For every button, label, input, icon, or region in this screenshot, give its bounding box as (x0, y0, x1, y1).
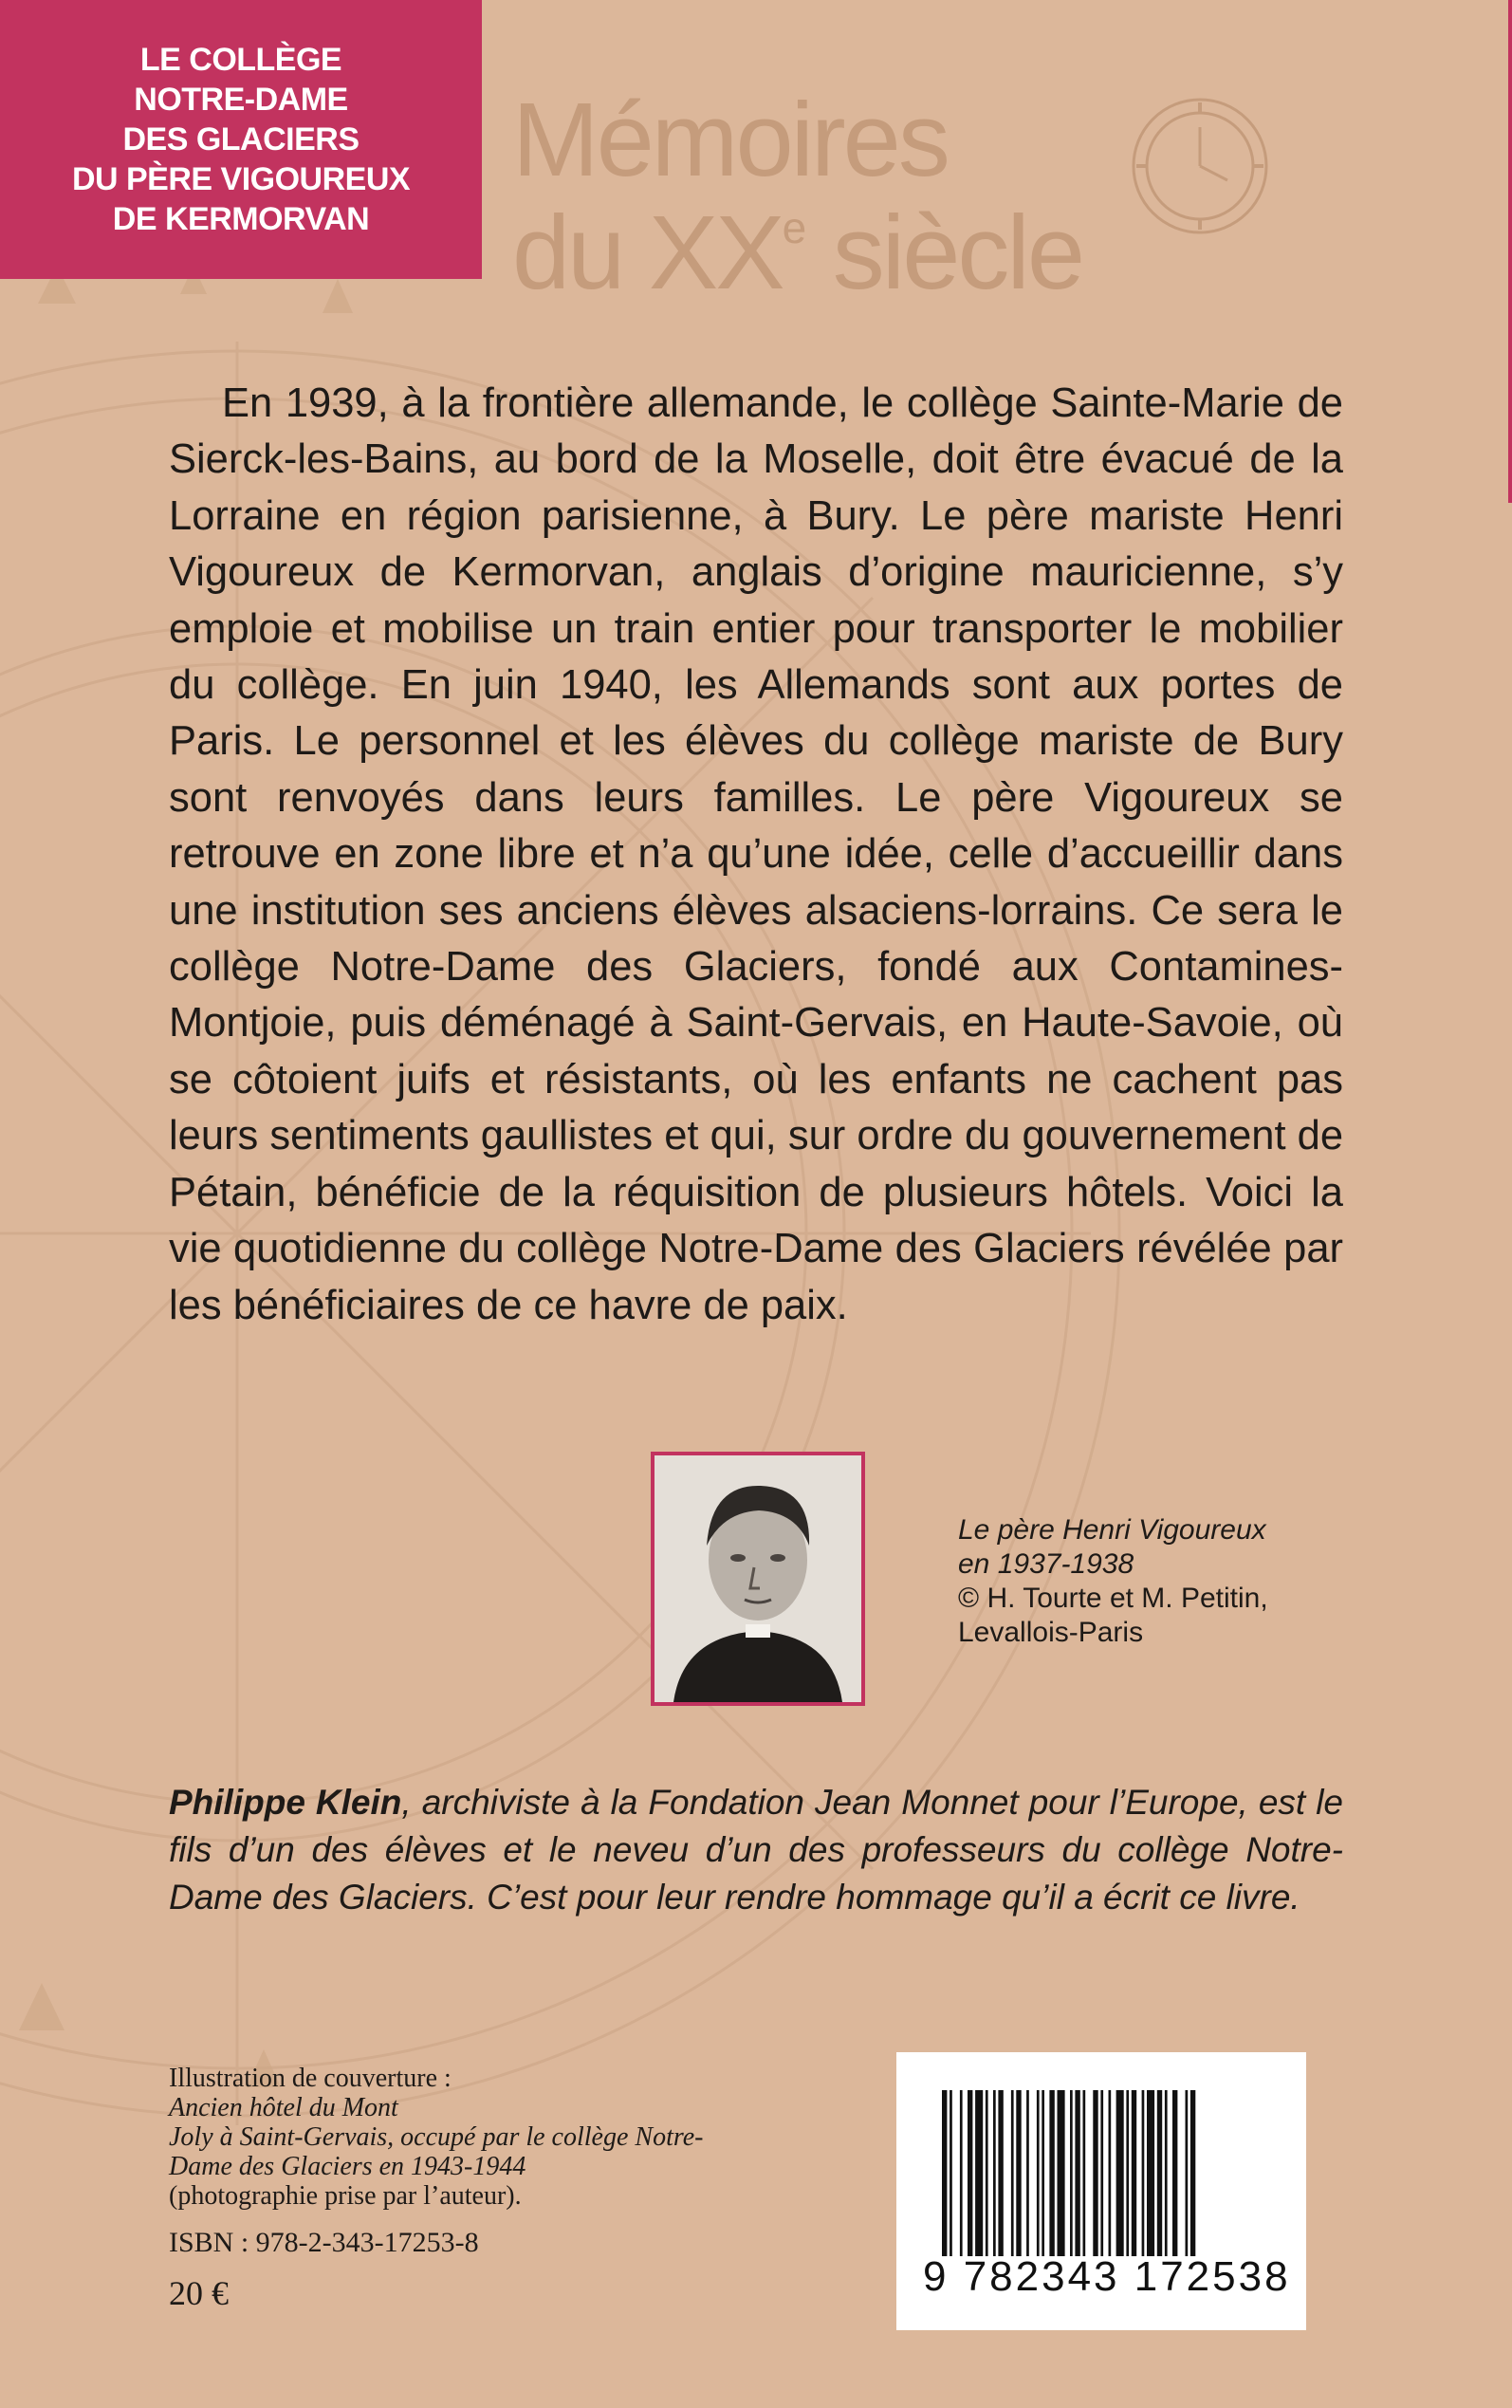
author-portrait-photo (651, 1452, 865, 1706)
credit-line-3: Dame des Glaciers en 1943-1944 (169, 2152, 526, 2181)
title-line: DU PÈRE VIGOUREUX (71, 161, 411, 197)
caption-line: Levallois-Paris (958, 1617, 1144, 1648)
caption-line: Le père Henri Vigoureux (958, 1514, 1266, 1546)
credit-line-4: (photographie prise par l’auteur). (169, 2181, 522, 2211)
book-title-box (0, 0, 482, 279)
barcode-digits: 9 782343 172538 (923, 2253, 1291, 2300)
summary-text: En 1939, à la frontière allemande, le collège Sainte-Marie de Sierck-les-Bains, au bord de la Moselle, doit être évacué de la Lorraine en région parisienne, à Bury. Le père mariste Henri Vigoureux de Kermorvan, anglais d’origine mauricienne, s’y emploie et mobilise un train entier pour transporter le mobilier du collège. En juin 1940, les Allemands sont aux portes de Paris. Le personnel et les élèves du collège mariste de Bury sont renvoyés dans leurs familles. Le père Vigoureux se retrouve en zone libre et n’a qu’une idée, celle d’accueillir dans une institution ses anciens élèves alsaciens-lorrains. Ce sera le collège Notre-Dame des Glaciers, fondé aux Contamines-Montjoie, puis déménagé à Saint-Gervais, en Haute-Savoie, où se côtoient juifs et résistants, où les enfants ne cachent pas leurs sentiments gaullistes et qui, sur ordre du gouvernement de Pétain, bénéficie de la réquisition de plusieurs hôtels. Voici la vie quotidienne du collège Notre-Dame des Glaciers révélée par les bénéficiaires de ce havre de paix. (169, 380, 1344, 1328)
title-line: DE KERMORVAN (112, 201, 370, 237)
author-bio (169, 1779, 1343, 1921)
book-summary (169, 376, 1343, 1334)
series-title (512, 82, 1083, 311)
cover-credit (169, 2064, 814, 2211)
isbn: ISBN : 978-2-343-17253-8 (169, 2227, 479, 2258)
price: 20 € (169, 2274, 229, 2312)
series-line-2: du XXe siècle (512, 194, 1083, 311)
photo-caption (958, 1513, 1268, 1650)
author-name: Philippe Klein (169, 1783, 402, 1822)
portrait-illustration (655, 1455, 861, 1702)
caption-line: © H. Tourte et M. Petitin, (958, 1583, 1268, 1614)
credit-line-1: Illustration de couverture : Ancien hôtel du Mont (169, 2064, 452, 2122)
series-line-1: Mémoires (512, 82, 948, 198)
clock-icon (1129, 95, 1271, 237)
credit-line-2: Joly à Saint-Gervais, occupé par le collège Notre- (169, 2122, 704, 2152)
title-line: LE COLLÈGE (139, 42, 342, 78)
spine-accent-line (1508, 0, 1512, 503)
author-bio-text: , archiviste à la Fondation Jean Monnet pour l’Europe, est le fils d’un des élèves et le neveu d’un des professeurs du collège Notre-Dame des Glaciers. C’est pour leur rendre hommage qu’il a écrit ce livre. (169, 1783, 1343, 1917)
title-line: DES GLACIERS (122, 121, 360, 157)
barcode-bars (942, 2090, 1264, 2256)
barcode (896, 2052, 1306, 2330)
title-line: NOTRE-DAME (134, 82, 348, 118)
caption-line: en 1937-1938 (958, 1548, 1134, 1580)
